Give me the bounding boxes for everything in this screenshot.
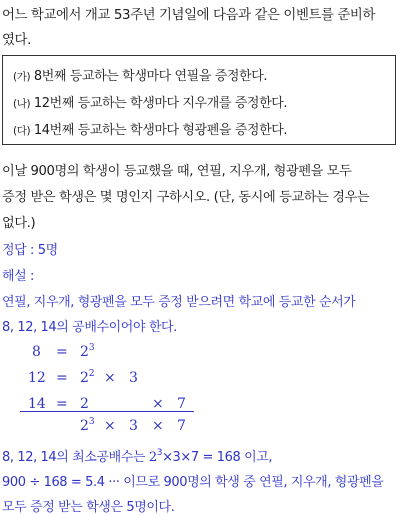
factor-row1-eq: = [56,344,68,360]
factor-row1-left: 8 [32,344,41,360]
solution-line1: 연필, 지우개, 형광펜을 모두 증정 받으려면 학교에 등교한 순서가 [2,295,356,310]
factor-result-power: $2^3$ [80,417,95,434]
factor-row1-power: $2^3$ [80,343,95,360]
factor-row2-left: 12 [28,370,46,386]
event-item [13,65,267,84]
factor-row2-factor: 3 [129,370,138,386]
factor-row3-factor: 7 [177,396,186,412]
event-text: 14번째 등교하는 학생마다 형광펜을 증정한다. [33,123,288,138]
question-line1: 이날 900명의 학생이 등교했을 때, 연필, 지우개, 형광펜을 모두 [2,164,352,179]
factor-result-times2: × [152,418,164,434]
division-rule [20,411,194,412]
question-line2: 증정 받은 학생은 몇 명인지 구하시오. (단, 동시에 등교하는 경우는 [2,190,370,205]
event-text: 12번째 등교하는 학생마다 지우개를 증정한다. [33,96,288,111]
event-mark: (나) [13,98,31,110]
answer-label: 정답 : [2,243,35,258]
event-mark: (가) [13,71,31,83]
factor-row2-power: $2^2$ [80,369,95,386]
factor-result-times1: × [104,418,116,434]
factor-result-f2: 7 [177,418,186,434]
event-item [13,92,287,111]
problem-intro-line2: 였다. [2,33,31,48]
answer-line [2,239,58,258]
solution-line4: 900 ÷ 168 = 5.4 ··· 이므로 900명의 학생 중 연필, 지우개, 형광펜을 [2,475,384,490]
factor-row3-left: 14 [28,396,46,412]
factor-row3-times: × [152,396,164,412]
solution-line3: 8, 12, 14의 최소공배수는 $2^3\times 3\times 7 = 168$ 이고, [2,448,273,465]
event-mark: (다) [13,125,31,137]
event-item [13,119,287,138]
factor-result-f1: 3 [129,418,138,434]
event-text: 8번째 등교하는 학생마다 연필을 증정한다. [33,69,268,84]
question-line3: 없다.) [2,216,36,231]
factor-row3-eq: = [56,396,68,412]
problem-intro-line1: 어느 학교에서 개교 53주년 기념일에 다음과 같은 이벤트를 준비하 [2,8,376,23]
factor-row2-times: × [104,370,116,386]
event-box [2,55,396,145]
factor-row2-eq: = [56,370,68,386]
answer-value: 5명 [37,243,58,258]
factor-row3-base: 2 [80,396,89,412]
solution-line2: 8, 12, 14의 공배수이어야 한다. [2,320,177,335]
solution-line5: 모두 증정 받는 학생은 5명이다. [2,500,175,515]
solution-label: 해설 : [2,269,35,284]
